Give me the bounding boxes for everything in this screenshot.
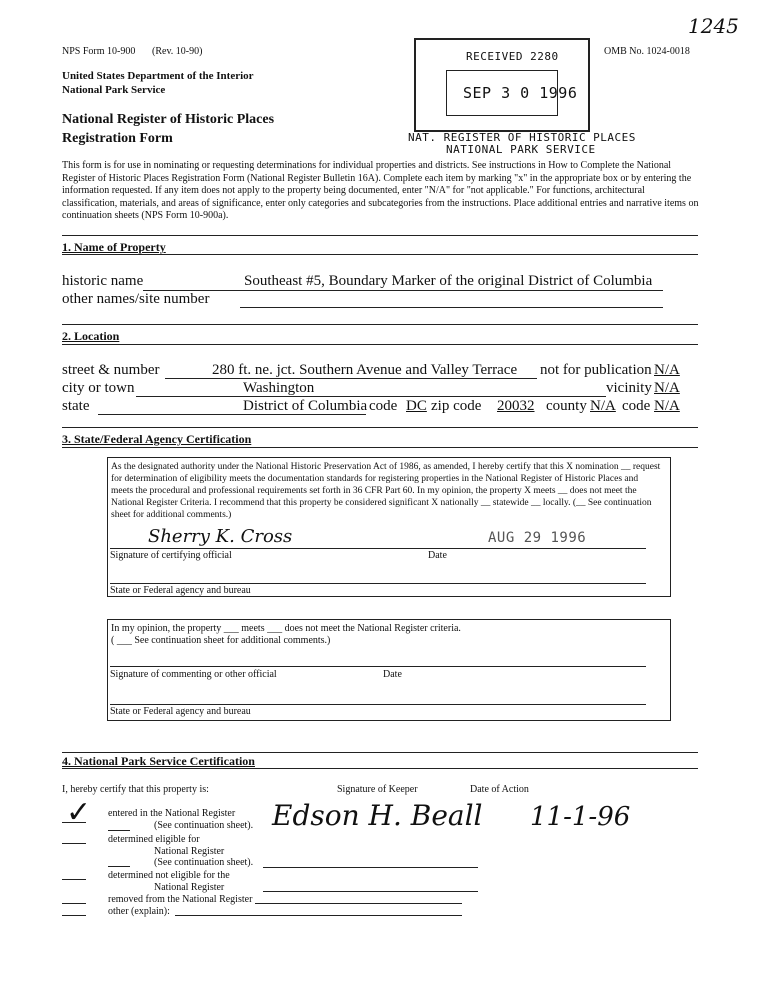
cert-text: As the designated authority under the National Historic Preservation Act of 1986, as amended, I hereby certify that this X nomination __ request for determination of eligibility meets the documentation standards for registering properties in the National Register of Historic Places and meets the procedural and professional requirements set forth in 36 CFR Part 60. In my opinion, the property X meets __ does not meet the National Register Criteria. I recommend that this property be considered significant X nationally __ statewide __ locally. (__ See continuation sheet for additional comments.) (111, 462, 661, 520)
stamp-date-box (446, 70, 578, 116)
certifying-signature: Sherry K. Cross (148, 526, 293, 547)
state-value: District of Columbia (243, 398, 368, 414)
agency2-label: State or Federal agency and bureau (110, 706, 251, 717)
code-label: code (369, 398, 398, 414)
removed-item: removed from the National Register (108, 894, 253, 905)
city-label: city or town (62, 380, 135, 396)
code2-label: code (622, 398, 651, 414)
eligible-item: determined eligible for (108, 834, 200, 845)
eligible-continuation: (See continuation sheet). (154, 857, 254, 868)
county-label: county (546, 398, 587, 414)
section-3-heading: 3. State/Federal Agency Certification (62, 432, 252, 446)
nfp-label: not for publication (540, 362, 652, 378)
zip-label: zip code (431, 398, 482, 414)
date-label: Date (428, 550, 447, 561)
state-label: state (62, 398, 90, 414)
not-eligible-item: determined not eligible for the (108, 870, 230, 881)
eligible-register: National Register (154, 846, 225, 857)
handwritten-number: 1245 (688, 14, 739, 38)
street-label: street & number (62, 362, 160, 378)
entered-item: entered in the National Register (108, 808, 236, 819)
vicinity-value: N/A (654, 380, 680, 396)
opinion-continuation: ( ___ See continuation sheet for additional comments.) (111, 635, 331, 646)
sig-label: Signature of certifying official (110, 550, 232, 561)
keeper-signature: Edson H. Beall (272, 799, 483, 832)
action-label: Date of Action (470, 784, 529, 795)
entered-continuation: (See continuation sheet). (154, 820, 254, 831)
section-4-heading: 4. National Park Service Certification (62, 754, 255, 768)
form-subtitle: Registration Form (62, 131, 173, 146)
other-item: other (explain): (108, 906, 170, 917)
form-title: National Register of Historic Places (62, 112, 275, 127)
service: National Park Service (62, 84, 166, 96)
stamp-line2: NATIONAL PARK SERVICE (446, 143, 596, 156)
keeper-label: Signature of Keeper (337, 784, 418, 795)
certification-box (107, 457, 671, 597)
agency-label: State or Federal agency and bureau (110, 585, 251, 596)
instructions: This form is for use in nominating or requesting determinations for individual properties and districts. See instructions in How to Complete the National Register of Historic Places Registration Form (National Register Bulletin 16A). Complete each item by marking "x" in the appropriate box or by entering the information requested. If any item does not apply to the property being documented, enter "N/A" for "not applicable." For functions, architectural classification, materials, and areas of significance, enter only categories and subcategories from the instructions. Place additional entries and narrative items on continuation sheets (NPS Form 10-900a). (62, 160, 699, 221)
department: United States Department of the Interior (62, 70, 254, 82)
comment-date-label: Date (383, 669, 402, 680)
check-mark: ✓ (66, 796, 92, 829)
omb-number: OMB No. 1024-0018 (604, 46, 690, 57)
certifying-date: AUG 29 1996 (488, 530, 587, 546)
opinion-text: In my opinion, the property ___ meets ___ does not meet the National Register criteria. (111, 623, 461, 634)
zip-value: 20032 (497, 398, 535, 414)
historic-name-value: Southeast #5, Boundary Marker of the original District of Columbia (244, 273, 653, 289)
stamp-line1: NAT. REGISTER OF HISTORIC PLACES (408, 131, 636, 144)
nfp-value: N/A (654, 362, 680, 378)
code-value: DC (406, 398, 427, 414)
not-eligible-register: National Register (154, 882, 225, 893)
form-number: NPS Form 10-900 (62, 46, 136, 57)
nps-intro: I, hereby certify that this property is: (62, 784, 209, 795)
action-date: 11-1-96 (530, 802, 631, 832)
comment-sig-label: Signature of commenting or other official (110, 669, 277, 680)
code2-value: N/A (654, 398, 680, 414)
other-names-label: other names/site number (62, 291, 210, 307)
received-stamp (414, 38, 590, 132)
revision: (Rev. 10-90) (152, 46, 203, 57)
county-value: N/A (590, 398, 616, 414)
stamp-received: RECEIVED 2280 (466, 50, 559, 63)
section-2-heading: 2. Location (62, 329, 120, 343)
opinion-box (107, 619, 671, 721)
historic-name-label: historic name (62, 273, 144, 289)
section-1-heading: 1. Name of Property (62, 240, 166, 254)
vicinity-label: vicinity (606, 380, 652, 396)
stamp-date: SEP 3 0 1996 (463, 84, 578, 102)
city-value: Washington (243, 380, 315, 396)
street-value: 280 ft. ne. jct. Southern Avenue and Valley Terrace (212, 362, 518, 378)
